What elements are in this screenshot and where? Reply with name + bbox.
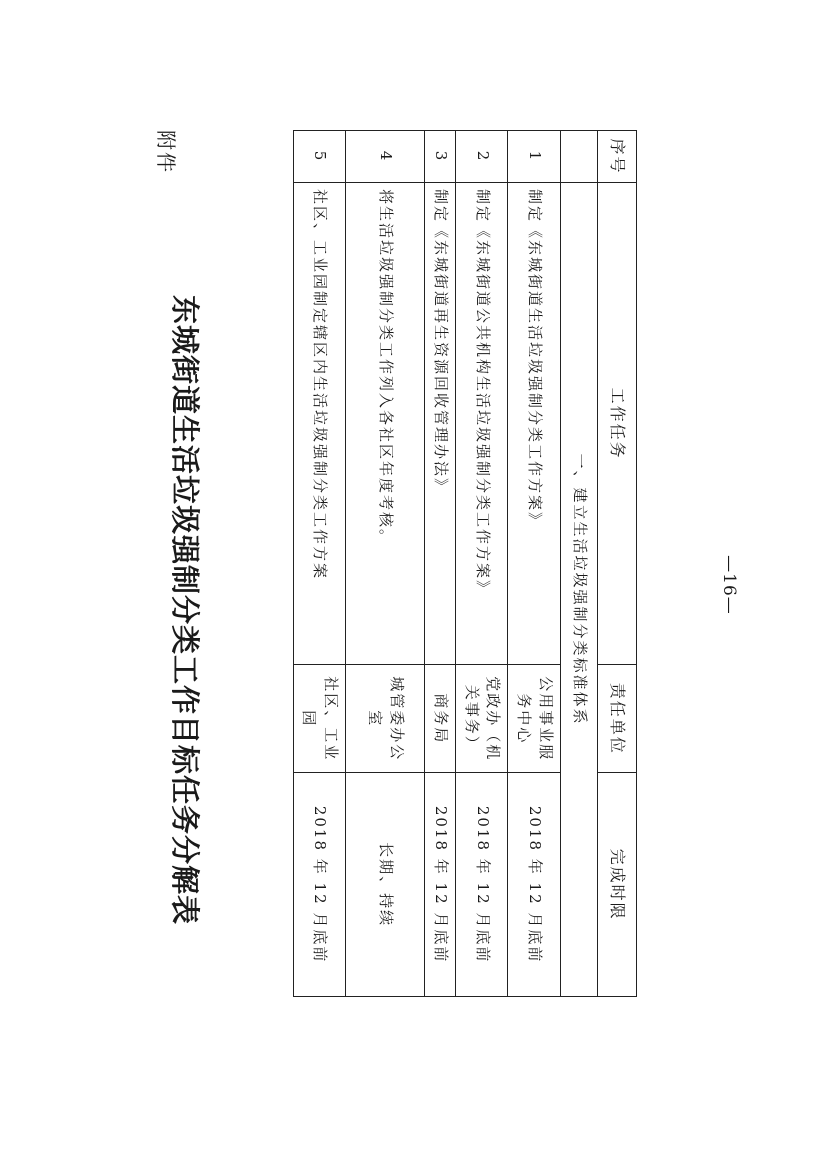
row-deadline: 2018 年 12 月底前 [425,773,456,997]
row-deadline: 2018 年 12 月底前 [293,773,346,997]
row-task: 制定《东城街道再生资源回收管理办法》 [425,182,456,664]
row-task: 社区、工业园制定辖区内生活垃圾强制分类工作方案 [293,182,346,664]
page-number: —16— [719,555,739,615]
row-unit: 党政办（机关事务） [456,665,509,773]
table-row [456,131,509,997]
header-no: 序号 [598,131,637,183]
row-no: 4 [346,131,425,183]
table-header-row [598,131,637,997]
section-title: 一、建立生活垃圾强制分类标准体系 [561,182,598,996]
row-no: 2 [456,131,509,183]
table-row [425,131,456,997]
row-deadline: 2018 年 12 月底前 [508,773,561,997]
table-row [293,131,346,997]
table-row [346,131,425,997]
row-deadline: 长期、持续 [346,773,425,997]
header-unit: 责任单位 [598,665,637,773]
row-no: 3 [425,131,456,183]
document-title: 东城街道生活垃圾强制分类工作目标任务分解表 [168,294,202,925]
row-task: 将生活垃圾强制分类工作列入各社区年度考核。 [346,182,425,664]
row-task: 制定《东城街道生活垃圾强制分类工作方案》 [508,182,561,664]
attachment-label: 附件 [154,130,178,174]
row-no: 5 [293,131,346,183]
table-row [508,131,561,997]
row-unit: 公用事业服务中心 [508,665,561,773]
task-table [293,130,637,997]
row-unit: 城管委办公室 [346,665,425,773]
section-row [561,131,598,997]
row-unit: 商务局 [425,665,456,773]
header-task: 工作任务 [598,182,637,664]
section-spacer [561,131,598,183]
row-task: 制定《东城街道公共机构生活垃圾强制分类工作方案》 [456,182,509,664]
row-deadline: 2018 年 12 月底前 [456,773,509,997]
row-unit: 社区、工业园 [293,665,346,773]
header-deadline: 完成时限 [598,773,637,997]
row-no: 1 [508,131,561,183]
